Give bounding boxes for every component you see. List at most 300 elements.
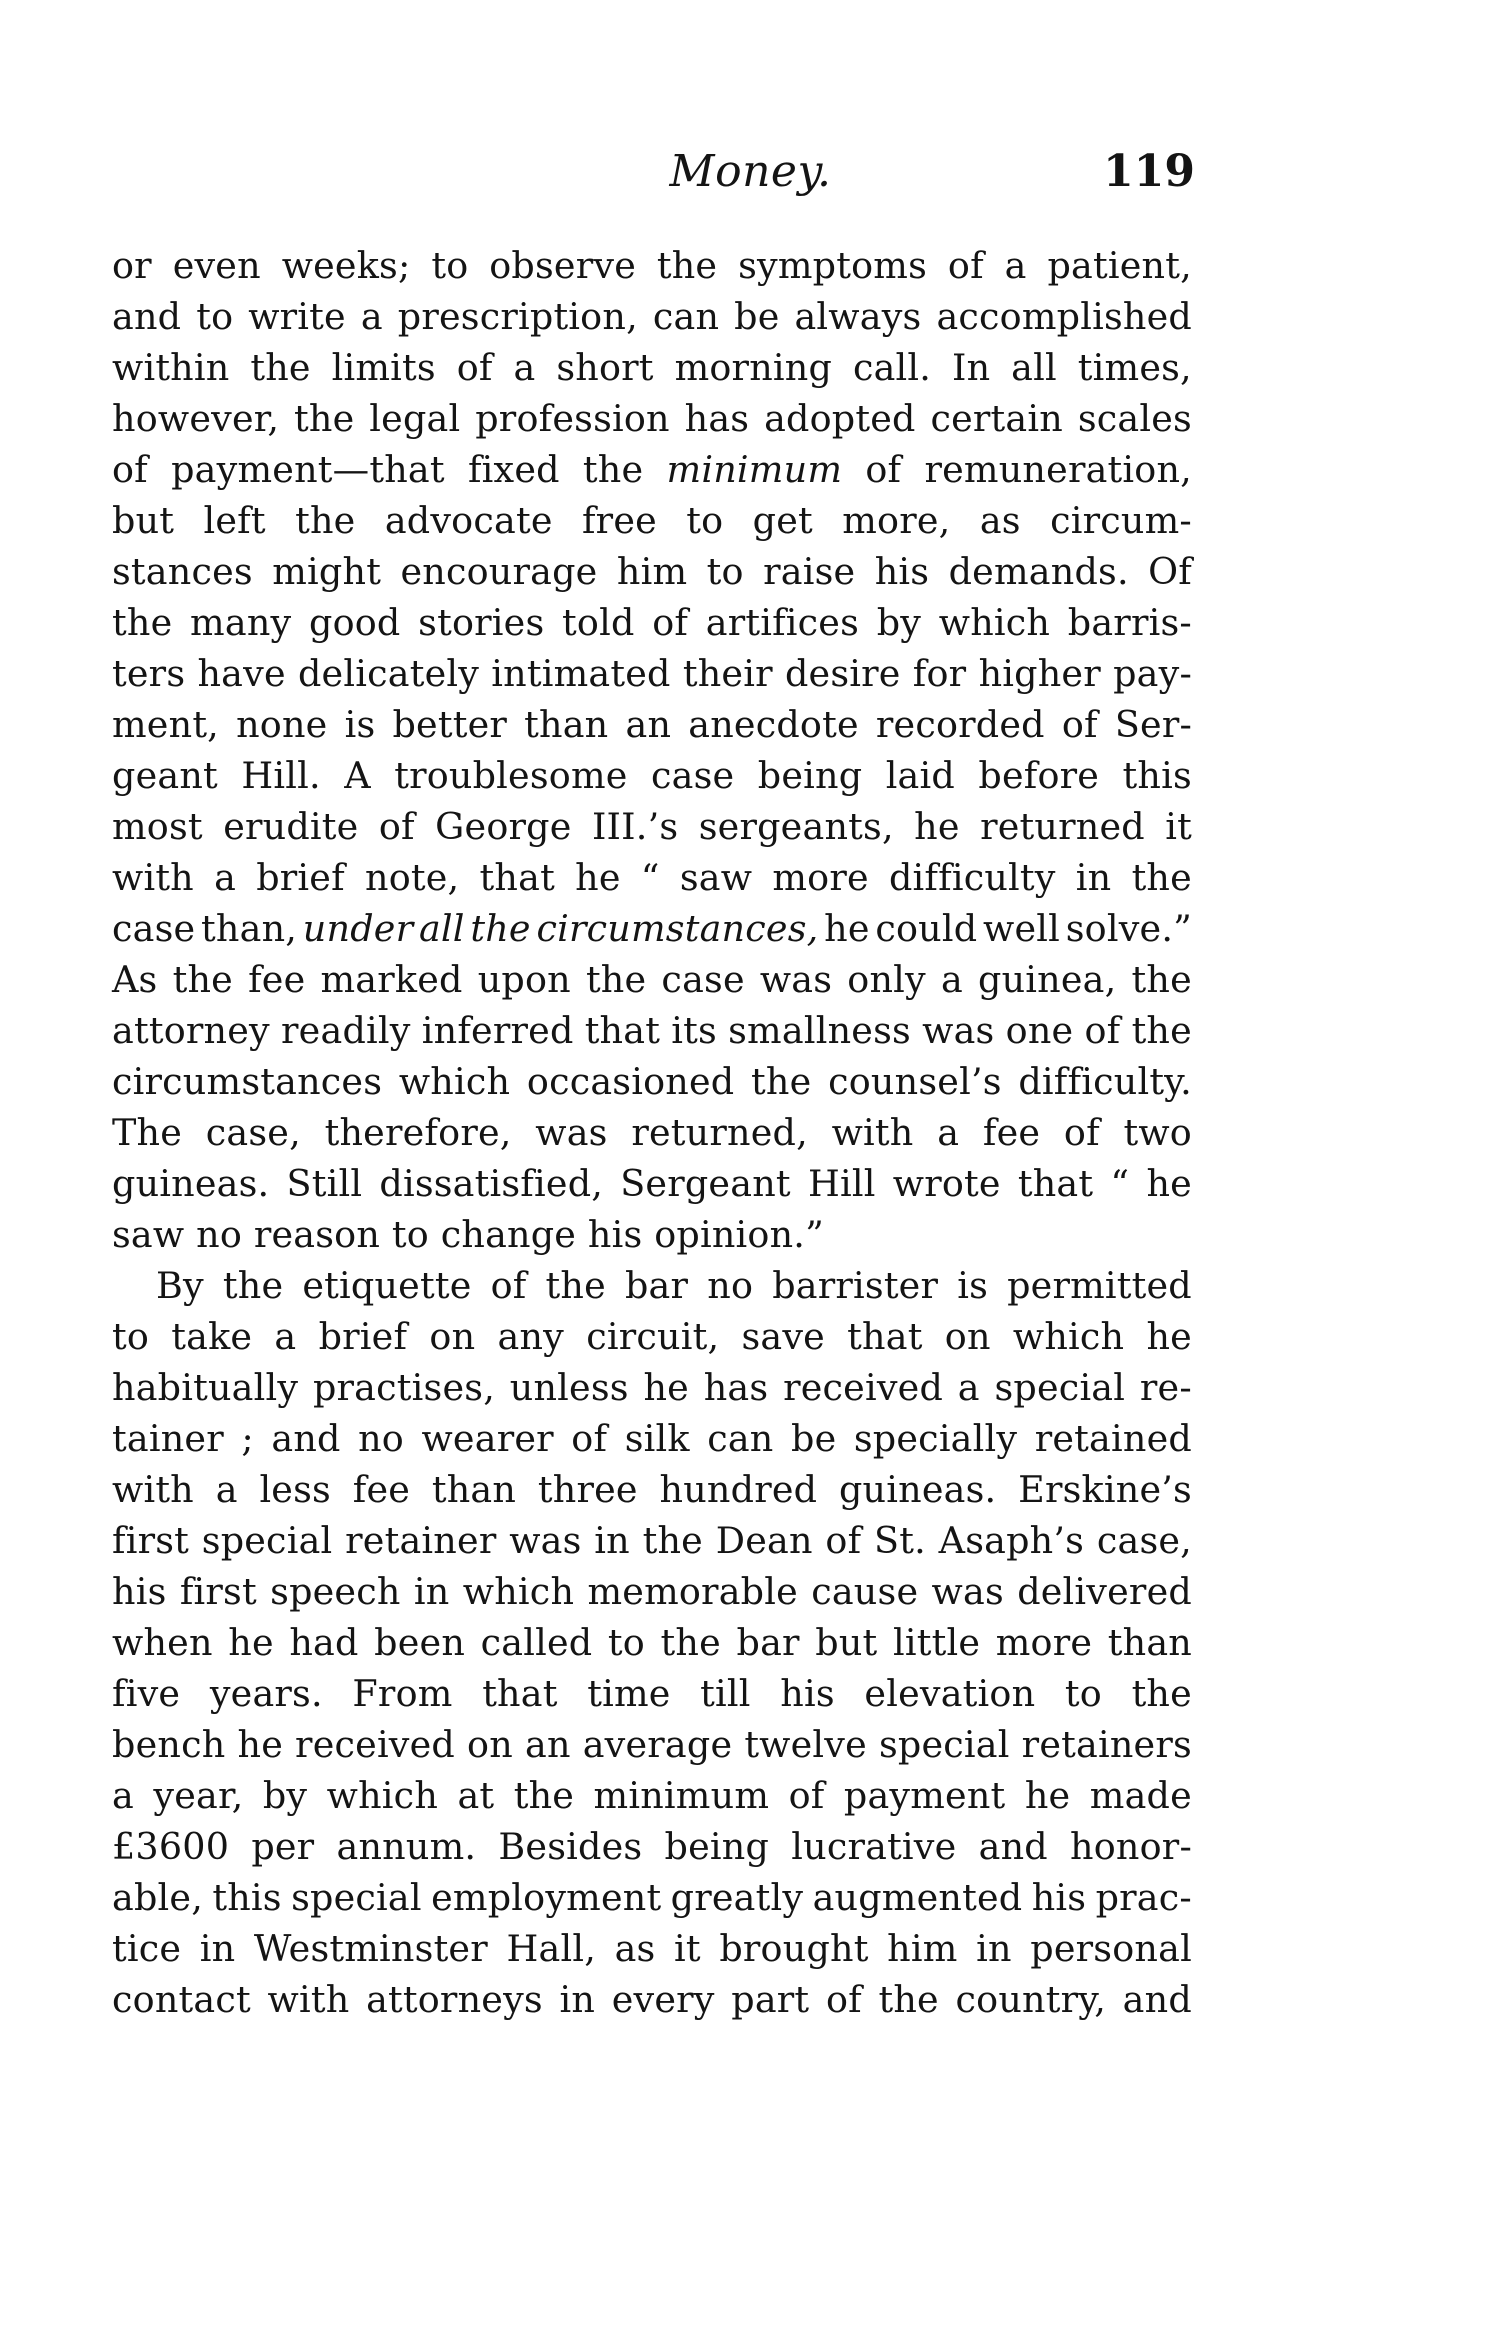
word: of <box>1061 703 1098 746</box>
word: as <box>614 1927 656 1970</box>
word: till <box>700 1672 751 1715</box>
word: practises, <box>312 1366 495 1409</box>
text-line <box>112 495 1192 546</box>
word: and <box>978 1825 1048 1868</box>
word: an <box>625 703 672 746</box>
word: that <box>847 1315 923 1358</box>
word: As <box>112 958 158 1001</box>
word: when <box>112 1621 213 1664</box>
word: with <box>267 1978 350 2021</box>
word: Sergeant <box>620 1162 791 1205</box>
word: been <box>374 1621 466 1664</box>
word: the <box>1131 1009 1192 1052</box>
word: per <box>251 1825 315 1868</box>
word: of <box>825 1978 862 2021</box>
word: remuneration, <box>924 448 1192 491</box>
word: bench <box>112 1723 226 1766</box>
text-line <box>112 342 1192 393</box>
word: profession <box>475 397 670 440</box>
word: Hill <box>807 1162 876 1205</box>
word: fixed <box>467 448 560 491</box>
word: the <box>172 958 233 1001</box>
word: his <box>874 550 930 593</box>
word: only <box>847 958 926 1001</box>
word: an <box>524 1723 571 1766</box>
word: he <box>237 1723 283 1766</box>
word: his <box>1031 1876 1087 1919</box>
word: and <box>271 1417 341 1460</box>
word: average <box>582 1723 733 1766</box>
word: five <box>112 1672 181 1715</box>
text-line <box>112 1413 1192 1464</box>
word: Dean <box>715 1519 813 1562</box>
word: special <box>878 1723 1010 1766</box>
word: Westminster <box>253 1927 488 1970</box>
word: made <box>1089 1774 1192 1817</box>
word: being <box>757 754 863 797</box>
word: by <box>262 1774 308 1817</box>
word: a <box>215 1468 238 1511</box>
text-line <box>112 240 1192 291</box>
word: but <box>815 1621 878 1664</box>
word: three <box>537 1468 638 1511</box>
word: Besides <box>498 1825 643 1868</box>
word: observe <box>489 244 636 287</box>
word: a <box>360 295 383 338</box>
word: memorable <box>587 1570 798 1613</box>
word: circumstances <box>112 1060 383 1103</box>
word: always <box>794 295 922 338</box>
word: greatly <box>670 1876 804 1919</box>
word: to <box>431 244 469 287</box>
word: a <box>274 1315 297 1358</box>
word: Hill. <box>241 754 321 797</box>
word: bar <box>624 1264 689 1307</box>
word: prac- <box>1095 1876 1192 1919</box>
word: he <box>1024 1774 1071 1817</box>
word: saw <box>679 856 753 899</box>
word: with <box>112 856 194 899</box>
word: to <box>686 499 724 542</box>
word: a <box>513 346 536 389</box>
word: note, <box>365 856 460 899</box>
word: retainers <box>1021 1723 1192 1766</box>
word: attorney <box>112 1009 270 1052</box>
word: write <box>248 295 346 338</box>
word: was <box>931 1570 1004 1613</box>
word: tainer <box>112 1417 224 1460</box>
text-line <box>112 1005 1192 1056</box>
word: legal <box>369 397 461 440</box>
word: Erskine’s <box>1018 1468 1192 1511</box>
word: more <box>772 856 869 899</box>
word: he <box>1146 1162 1192 1205</box>
word: minimum <box>593 1774 770 1817</box>
text-line <box>112 1260 1192 1311</box>
text-line <box>112 801 1192 852</box>
word: left <box>203 499 266 542</box>
word: to <box>196 295 234 338</box>
word: of <box>1084 1009 1121 1052</box>
word: habitually <box>112 1366 299 1409</box>
text-line <box>112 1056 1192 1107</box>
word: its <box>671 1009 717 1052</box>
word: have <box>197 652 286 695</box>
word: etiquette <box>302 1264 472 1307</box>
word: to <box>1064 1672 1102 1715</box>
word: of <box>825 1519 862 1562</box>
word: the <box>642 1519 703 1562</box>
text-line <box>112 1566 1192 1617</box>
word: ment, <box>112 703 219 746</box>
word: most <box>112 805 203 848</box>
word: of <box>378 805 415 848</box>
word: of <box>652 601 689 644</box>
word: can <box>707 1417 774 1460</box>
word: certain <box>930 397 1063 440</box>
word: of <box>1063 1111 1100 1154</box>
text-line <box>112 1107 1192 1158</box>
text-line <box>112 1311 1192 1362</box>
word: change <box>440 1213 588 1256</box>
word: a <box>214 856 237 899</box>
word: which <box>326 1774 439 1817</box>
word: prescription, <box>397 295 638 338</box>
word: told <box>562 601 635 644</box>
word: for <box>912 652 967 695</box>
word: hundred <box>659 1468 818 1511</box>
word: dissatisfied, <box>379 1162 604 1205</box>
word: contact <box>112 1978 251 2021</box>
word: artifices <box>705 601 860 644</box>
word: cause <box>811 1570 919 1613</box>
word: solve.” <box>1065 907 1192 950</box>
word: special <box>291 1876 422 1919</box>
word: erudite <box>223 805 359 848</box>
word: upon <box>477 958 571 1001</box>
text-line <box>112 1515 1192 1566</box>
word: circuit, <box>586 1315 720 1358</box>
word: “ <box>640 856 660 899</box>
word: ; <box>241 1417 254 1460</box>
word: morning <box>674 346 833 389</box>
word: of <box>490 1264 527 1307</box>
word: was <box>759 958 833 1001</box>
word: able, <box>112 1876 204 1919</box>
word: under <box>302 907 414 950</box>
word: the <box>112 601 173 644</box>
word: brought <box>719 1927 869 1970</box>
word: £3600 <box>112 1825 230 1868</box>
word: which <box>938 601 1051 644</box>
word: many <box>190 601 292 644</box>
word: ters <box>112 652 186 695</box>
word: which <box>1012 1315 1125 1358</box>
text-line <box>112 1464 1192 1515</box>
word: case <box>112 907 196 950</box>
word: part <box>731 1978 810 2021</box>
word: to <box>607 1621 645 1664</box>
word: he <box>575 856 621 899</box>
word: and <box>112 295 182 338</box>
word: readily <box>281 1009 411 1052</box>
word: retained <box>1034 1417 1192 1460</box>
word: brief <box>256 856 345 899</box>
word: stories <box>418 601 545 644</box>
word: special <box>201 1519 333 1562</box>
word: minimum <box>666 448 843 491</box>
word: to <box>112 1315 150 1358</box>
word: in <box>559 1978 596 2021</box>
word: the <box>585 958 647 1001</box>
word: his <box>587 1213 655 1256</box>
word: of <box>456 346 493 389</box>
word: before <box>978 754 1100 797</box>
word: payment—that <box>171 448 445 491</box>
word: the <box>1131 856 1192 899</box>
word: little <box>892 1621 981 1664</box>
text-line <box>112 1821 1192 1872</box>
text-line <box>112 1923 1192 1974</box>
word: the <box>1131 1672 1192 1715</box>
word: well <box>983 907 1061 950</box>
word: with <box>112 1468 194 1511</box>
word: was <box>922 1009 995 1052</box>
word: was <box>535 1111 608 1154</box>
word: opinion.” <box>654 1213 824 1256</box>
word: case <box>661 958 745 1001</box>
word: geant <box>112 754 218 797</box>
word: but <box>112 499 175 542</box>
text-line <box>112 1209 1192 1260</box>
word: the <box>250 346 311 389</box>
text-line <box>112 1770 1192 1821</box>
text-line <box>112 444 1192 495</box>
word: George <box>435 805 572 848</box>
word: more <box>995 1621 1093 1664</box>
word: fee <box>352 1468 411 1511</box>
word: received <box>783 1366 944 1409</box>
word: as <box>979 499 1021 542</box>
word: delicately <box>297 652 480 695</box>
word: the <box>656 244 718 287</box>
word: at <box>457 1774 495 1817</box>
word: could <box>875 907 978 950</box>
word: special <box>994 1366 1126 1409</box>
word: two <box>1123 1111 1192 1154</box>
word: his <box>112 1570 167 1613</box>
word: the <box>222 1264 284 1307</box>
word: raise <box>763 550 856 593</box>
word: Asaph’s <box>938 1519 1085 1562</box>
word: desire <box>784 652 901 695</box>
word: demands. <box>948 550 1129 593</box>
word: than <box>524 703 609 746</box>
word: barris- <box>1067 601 1192 644</box>
word: a <box>940 958 963 1001</box>
text-line <box>112 393 1192 444</box>
word: a <box>957 1366 980 1409</box>
word: with <box>831 1111 914 1154</box>
word: bar <box>736 1621 800 1664</box>
word: year, <box>153 1774 244 1817</box>
word: get <box>752 499 813 542</box>
word: pay- <box>1113 652 1192 695</box>
word: his <box>780 1672 835 1715</box>
word: than <box>431 1468 517 1511</box>
word: counsel’s <box>828 1060 1002 1103</box>
word: silk <box>624 1417 690 1460</box>
word: call. <box>852 346 932 389</box>
word: him <box>887 1927 958 1970</box>
word: patient, <box>1047 244 1192 287</box>
word: returned <box>980 805 1145 848</box>
word: intimated <box>491 652 671 695</box>
word: he <box>643 1366 689 1409</box>
word: employment <box>431 1876 662 1919</box>
word: which <box>398 1060 511 1103</box>
word: of <box>112 448 148 491</box>
word: in <box>1075 856 1112 899</box>
word: short <box>556 346 654 389</box>
word: he <box>914 805 960 848</box>
word: be <box>791 1417 837 1460</box>
word: that <box>584 1009 661 1052</box>
word: is <box>957 1264 989 1307</box>
word: tice <box>112 1927 182 1970</box>
word: Of <box>1148 550 1192 593</box>
word: fee <box>982 1111 1041 1154</box>
word: better <box>392 703 508 746</box>
word: that <box>482 1672 558 1715</box>
word: occasioned <box>526 1060 735 1103</box>
word: St. <box>874 1519 926 1562</box>
word: he <box>1146 1315 1192 1358</box>
word: attorneys <box>366 1978 543 2021</box>
word: it <box>1165 805 1192 848</box>
text-line <box>112 750 1192 801</box>
word: brief <box>318 1315 408 1358</box>
word: every <box>611 1978 715 2021</box>
text-line <box>112 546 1192 597</box>
word: that <box>479 856 555 899</box>
word: in <box>413 1570 450 1613</box>
word: on <box>944 1315 991 1358</box>
text-line <box>112 1719 1192 1770</box>
word: A <box>344 754 371 797</box>
word: a <box>1004 244 1027 287</box>
word: all <box>418 907 465 950</box>
word: returned, <box>631 1111 808 1154</box>
word: be <box>734 295 780 338</box>
word: specially <box>853 1417 1018 1460</box>
word: him <box>616 550 688 593</box>
word: within <box>112 346 230 389</box>
word: the <box>470 907 531 950</box>
word: payment <box>843 1774 1006 1817</box>
text-line <box>112 1158 1192 1209</box>
body-text <box>112 240 1192 2025</box>
word: on <box>467 1723 513 1766</box>
word: symptoms <box>738 244 928 287</box>
word: permitted <box>1007 1264 1192 1307</box>
word: re- <box>1139 1366 1192 1409</box>
word: twelve <box>744 1723 867 1766</box>
text-line <box>112 1362 1192 1413</box>
word: adopted <box>764 397 916 440</box>
word: “ <box>1110 1162 1130 1205</box>
word: stances <box>112 550 253 593</box>
word: scales <box>1077 397 1192 440</box>
word: in <box>594 1519 630 1562</box>
word: the <box>545 1264 606 1307</box>
word: The <box>112 1111 183 1154</box>
word: all <box>1011 346 1057 389</box>
word: case, <box>1096 1519 1192 1562</box>
word: he <box>824 907 870 950</box>
word: of <box>947 244 984 287</box>
word: accomplished <box>936 295 1192 338</box>
word: none <box>236 703 328 746</box>
word: in <box>199 1927 236 1970</box>
text-line <box>112 648 1192 699</box>
word: difficulty. <box>1018 1060 1192 1103</box>
word: a <box>937 1111 960 1154</box>
word: sergeants, <box>698 805 894 848</box>
page-number: 119 <box>1103 146 1195 197</box>
word: he <box>228 1621 274 1664</box>
word: saw <box>112 1213 197 1256</box>
word: a <box>112 1774 134 1817</box>
word: was <box>509 1519 582 1562</box>
word: troublesome <box>394 754 628 797</box>
word: the <box>751 1060 812 1103</box>
word: had <box>289 1621 359 1664</box>
word: time <box>587 1672 671 1715</box>
word: no <box>707 1264 754 1307</box>
word: circumstances, <box>536 907 819 950</box>
word: difficulty <box>888 856 1056 899</box>
text-line <box>112 1617 1192 1668</box>
word: times, <box>1077 346 1192 389</box>
word: take <box>171 1315 253 1358</box>
word: being <box>664 1825 770 1868</box>
word: no <box>196 1213 254 1256</box>
word: the <box>660 1621 721 1664</box>
text-line <box>112 291 1192 342</box>
text-line <box>112 1872 1192 1923</box>
word: years. <box>209 1672 323 1715</box>
word: advocate <box>384 499 553 542</box>
word: no <box>358 1417 404 1460</box>
word: and <box>1122 1978 1192 2021</box>
word: this <box>212 1876 282 1919</box>
word: marked <box>320 958 463 1001</box>
word: anecdote <box>688 703 859 746</box>
word: of <box>571 1417 608 1460</box>
word: guineas. <box>112 1162 270 1205</box>
word: which <box>462 1570 575 1613</box>
word: less <box>259 1468 331 1511</box>
word: called <box>480 1621 593 1664</box>
word: their <box>682 652 773 695</box>
word: delivered <box>1017 1570 1192 1613</box>
word: received <box>295 1723 455 1766</box>
word: to <box>391 1213 441 1256</box>
word: encourage <box>400 550 598 593</box>
word: honor- <box>1070 1825 1192 1868</box>
word: limits <box>331 346 436 389</box>
